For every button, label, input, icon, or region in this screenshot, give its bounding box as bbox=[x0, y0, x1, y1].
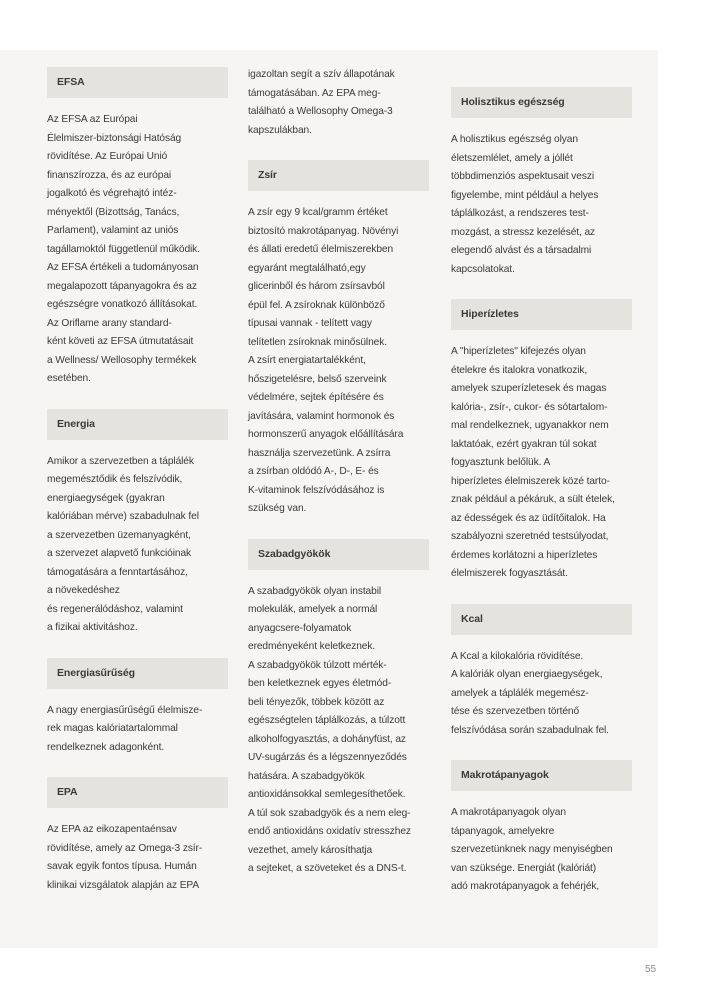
text-line: van szüksége. Energiát (kalóriát) bbox=[451, 862, 597, 874]
text-line: élelmiszerek fogyasztását. bbox=[451, 568, 568, 579]
text-line: támogatására a fenntartásához, bbox=[47, 566, 188, 578]
text-line: hiperízletes élelmiszerek közé tarto- bbox=[451, 475, 610, 487]
text-line: rövidítése. Az Európai Unió bbox=[47, 151, 168, 162]
text-line: eredményeként keletkeznek. bbox=[248, 641, 376, 652]
text-line: klinikai vizsgálatok alapján az EPA bbox=[47, 879, 200, 891]
text-line: A makrotápanyagok olyan bbox=[451, 807, 566, 818]
text-line: található a Wellosophy Omega-3 bbox=[248, 106, 393, 117]
text-line: A zsír egy 9 kcal/gramm értéket bbox=[248, 207, 388, 218]
section-body-energia bbox=[47, 453, 228, 638]
text-line: a sejteket, a szöveteket és a DNS-t. bbox=[248, 863, 407, 874]
section-heading-zsir: Zsír bbox=[248, 160, 429, 191]
section-body-kcal bbox=[451, 648, 632, 741]
text-line: ményektől (Bizottság, Tanács, bbox=[47, 206, 180, 218]
text-line: a zsírban oldódó A-, D-, E- és bbox=[248, 466, 379, 477]
text-line: Parlament), valamint az uniós bbox=[47, 225, 179, 236]
text-line: telítetlen zsíroknak minősülnek. bbox=[248, 336, 387, 348]
text-line: egyaránt megtalálható,egy bbox=[248, 262, 366, 274]
text-line: tápanyagok, amelyekre bbox=[451, 825, 555, 837]
section-heading-epa: EPA bbox=[47, 777, 228, 808]
text-line: rendelkeznek adagonként. bbox=[47, 741, 165, 753]
text-line: egészségtelen táplálkozás, a túlzott bbox=[248, 715, 406, 726]
text-line: rövidítése, amely az Omega-3 zsír- bbox=[47, 842, 203, 854]
page-number: 55 bbox=[645, 964, 657, 975]
text-line: hőszigetelésre, belső szerveink bbox=[248, 373, 387, 385]
text-line: a szervezet alapvető funkcióinak bbox=[47, 548, 192, 559]
text-line: javítására, valamint hormonok és bbox=[248, 410, 395, 422]
text-line: Az EFSA értékeli a tudományosan bbox=[47, 262, 199, 273]
text-line: esetében. bbox=[47, 373, 91, 384]
section-body-energiasuruseg bbox=[47, 702, 228, 758]
section-heading-szabadgyokok: Szabadgyökök bbox=[248, 539, 429, 570]
text-line: Amikor a szervezetben a táplálék bbox=[47, 455, 194, 467]
text-line: molekulák, amelyek a normál bbox=[248, 604, 378, 615]
text-line: antioxidánsokkal semlegesíthetőek. bbox=[248, 789, 406, 800]
text-line: A zsírt energiatartalékként, bbox=[248, 355, 366, 366]
text-line: az édességek és az üdítőitalok. Ha bbox=[451, 512, 606, 524]
text-line: alkoholfogyasztás, a dohányfüst, az bbox=[248, 733, 406, 745]
text-line: anyagcsere-folyamatok bbox=[248, 622, 352, 634]
text-line: támogatásában. Az EPA meg- bbox=[248, 87, 381, 99]
section-heading-holisztikus-egeszseg: Holisztikus egészség bbox=[451, 87, 632, 118]
text-line: többdimenziós aspektusait veszi bbox=[451, 171, 594, 182]
text-line: A nagy energiasűrűségű élelmisze- bbox=[47, 704, 203, 716]
text-line: a fizikai aktivitáshoz. bbox=[47, 622, 138, 633]
section-body-zsir bbox=[248, 204, 429, 519]
text-line: finanszírozza, és az európai bbox=[47, 169, 172, 181]
text-line: hatására. A szabadgyökök bbox=[248, 770, 365, 782]
text-line: kalória-, zsír-, cukor- és sótartalom- bbox=[451, 401, 608, 413]
text-line: életszemlélet, amely a jóllét bbox=[451, 152, 573, 164]
text-line: kapszulákban. bbox=[248, 124, 312, 136]
content-panel bbox=[0, 50, 658, 948]
column-1 bbox=[47, 67, 228, 895]
text-line: kapcsolatokat. bbox=[451, 263, 515, 275]
text-line: energiaegységek (gyakran bbox=[47, 492, 165, 504]
column-2 bbox=[248, 66, 429, 879]
text-line: vezethet, amely károsíthatja bbox=[248, 844, 373, 856]
text-line: endő antioxidáns oxidatív stresszhez bbox=[248, 826, 411, 837]
text-line: egészségre vonatkozó állításokat. bbox=[47, 299, 198, 310]
section-heading-efsa: EFSA bbox=[47, 67, 228, 98]
section-body-holisztikus-egeszseg bbox=[451, 131, 632, 279]
section-heading-energiasuruseg: Energiasűrűség bbox=[47, 658, 228, 689]
text-line: megemésztődik és felszívódik, bbox=[47, 474, 183, 485]
text-line: laktatóak, ezért gyakran túl sokat bbox=[451, 438, 597, 450]
text-line: K-vitaminok felszívódásához is bbox=[248, 484, 385, 496]
text-line: elegendő alvást és a társadalmi bbox=[451, 245, 592, 256]
text-line: biztosító makrotápanyag. Növényi bbox=[248, 225, 399, 237]
text-line: védelmére, sejtek építésére és bbox=[248, 392, 384, 403]
text-line: épül fel. A zsíroknak különböző bbox=[248, 299, 385, 311]
text-line: és állati eredetű élelmiszerekben bbox=[248, 244, 394, 255]
text-line: Az EPA az eikozapentaénsav bbox=[47, 824, 177, 835]
section-heading-makrotapanyagok: Makrotápanyagok bbox=[451, 760, 632, 791]
text-line: fogyasztunk belőlük. A bbox=[451, 457, 551, 468]
text-line: amelyek a táplálék megemész- bbox=[451, 687, 589, 699]
text-line: jogalkotó és végrehajtó intéz- bbox=[47, 188, 177, 199]
text-line: savak egyik fontos típusa. Humán bbox=[47, 861, 197, 872]
text-line: érdemes korlátozni a hiperízletes bbox=[451, 549, 598, 561]
text-line: beli tényezők, többek között az bbox=[248, 696, 385, 708]
section-body-epa bbox=[47, 821, 228, 895]
text-line: A túl sok szabadgyök és a nem eleg- bbox=[248, 807, 411, 819]
text-line: mal rendelkeznek, ugyanakkor nem bbox=[451, 420, 609, 431]
text-line: szükség van. bbox=[248, 503, 307, 514]
text-line: szervezetünknek nagy menyiségben bbox=[451, 844, 613, 855]
text-line: használja szervezetünk. A zsírra bbox=[248, 447, 391, 459]
section-heading-kcal: Kcal bbox=[451, 604, 632, 635]
text-line: igazoltan segít a szív állapotának bbox=[248, 69, 395, 80]
text-line: A szabadgyökök olyan instabil bbox=[248, 585, 382, 597]
text-line: A kalóriák olyan energiaegységek, bbox=[451, 669, 603, 680]
text-line: hormonszerű anyagok előállítására bbox=[248, 429, 404, 440]
text-line: a szervezetben üzemanyagként, bbox=[47, 529, 191, 541]
text-line: mozgást, a stressz kezelését, az bbox=[451, 226, 596, 238]
text-line: glicerinből és három zsírsavból bbox=[248, 281, 385, 292]
text-line: ként követi az EFSA útmutatásait bbox=[47, 336, 194, 347]
text-line: rek magas kalóriatartalommal bbox=[47, 723, 178, 734]
text-line: ben keletkeznek egyes életmód- bbox=[248, 678, 392, 689]
text-line: A Kcal a kilokalória rövidítése. bbox=[451, 650, 584, 662]
text-line: A holisztikus egészség olyan bbox=[451, 134, 578, 145]
text-line: figyelembe, mint például a helyes bbox=[451, 189, 599, 201]
text-line: felszívódása során szabadulnak fel. bbox=[451, 724, 609, 736]
continued-paragraph bbox=[248, 66, 429, 140]
section-heading-hiperizletes: Hiperízletes bbox=[451, 299, 632, 330]
text-line: tagállamoktól függetlenül működik. bbox=[47, 243, 200, 255]
text-line: tése és szervezetben történő bbox=[451, 706, 580, 717]
section-heading-energia: Energia bbox=[47, 409, 228, 440]
text-line: ételekre és italokra vonatkozik, bbox=[451, 364, 588, 376]
text-line: a növekedéshez bbox=[47, 585, 120, 596]
text-line: a Wellness/ Wellosophy termékek bbox=[47, 354, 197, 366]
text-line: A szabadgyökök túlzott mérték- bbox=[248, 659, 387, 671]
text-line: Az Oriflame arany standard- bbox=[47, 317, 172, 329]
text-line: kalóriában mérve) szabadulnak fel bbox=[47, 511, 199, 522]
text-line: táplálkozást, a rendszeres test- bbox=[451, 208, 589, 219]
text-line: Élelmiszer-biztonsági Hatóság bbox=[47, 132, 182, 144]
section-body-makrotapanyagok bbox=[451, 804, 632, 897]
text-line: UV-sugárzás és a légszennyeződés bbox=[248, 752, 407, 763]
section-body-efsa bbox=[47, 111, 228, 389]
column-3 bbox=[451, 87, 632, 897]
text-line: és regenerálódáshoz, valamint bbox=[47, 603, 183, 615]
text-line: amelyek szuperízletesek és magas bbox=[451, 383, 607, 394]
text-line: megalapozott tápanyagokra és az bbox=[47, 280, 197, 292]
text-line: adó makrotápanyagok a fehérjék, bbox=[451, 881, 600, 892]
text-line: Az EFSA az Európai bbox=[47, 114, 138, 125]
text-line: típusai vannak - telített vagy bbox=[248, 318, 372, 329]
text-line: szabályozni szeretnéd testsúlyodat, bbox=[451, 531, 609, 542]
section-body-hiperizletes bbox=[451, 343, 632, 584]
section-body-szabadgyokok bbox=[248, 583, 429, 879]
text-line: znak például a pékáruk, a sült ételek, bbox=[451, 494, 615, 505]
text-line: A "hiperízletes" kifejezés olyan bbox=[451, 346, 586, 357]
